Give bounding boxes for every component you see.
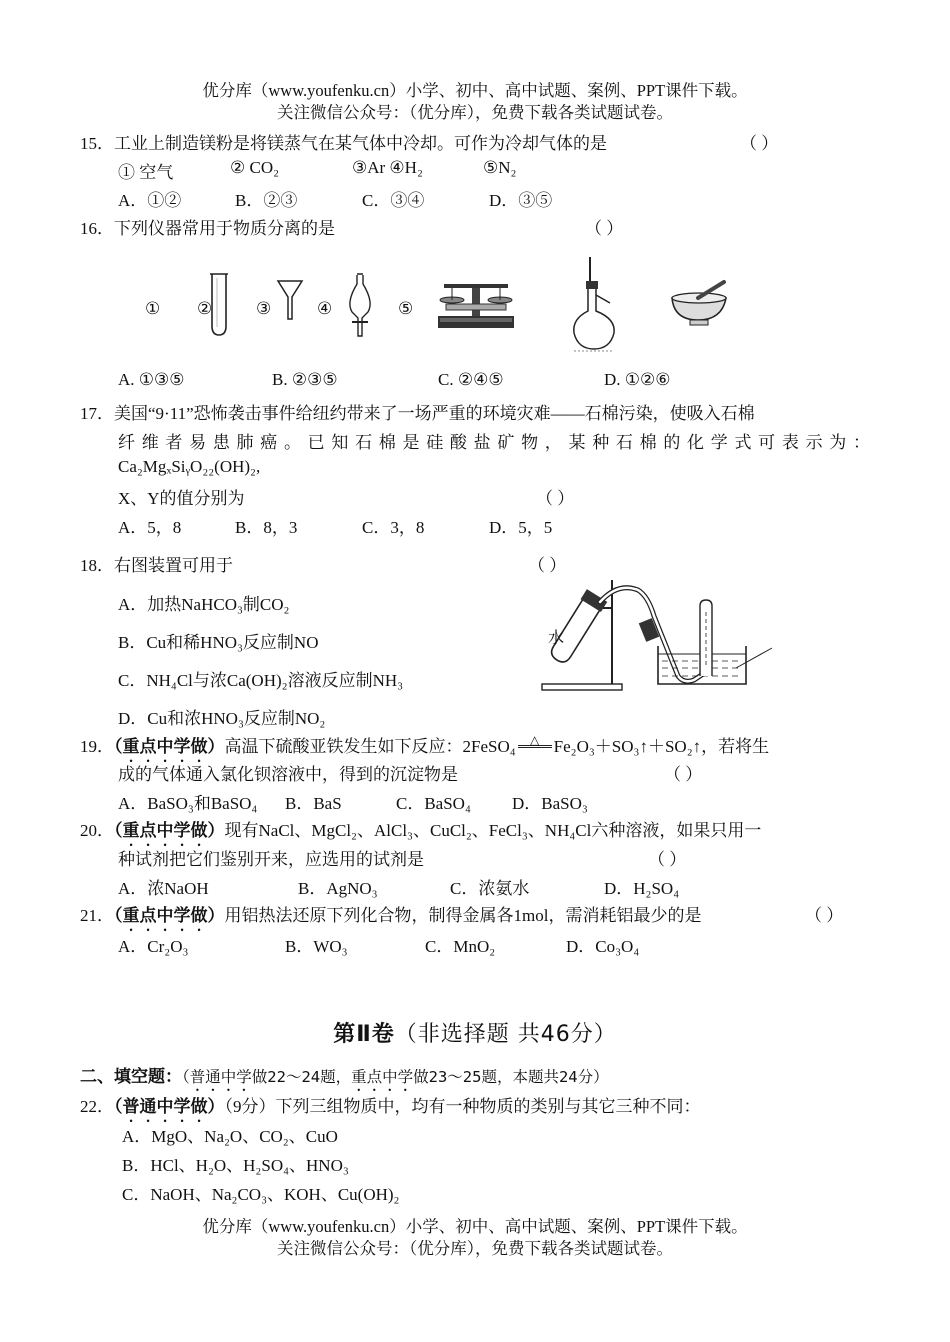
q22-line-1 <box>80 1092 701 1126</box>
separatory-funnel-icon <box>340 272 380 338</box>
fill-in-heading <box>80 1062 609 1095</box>
q21-option-a: A．Cr₂O₃ <box>118 937 189 956</box>
fill-in-heading-label: 二、填空题： <box>80 1067 182 1086</box>
q17-line-1: 17．美国“9·11”恐怖袭击事件给纽约带来了一场严重的环境灾难——石棉污染，使吸入石棉 <box>80 404 755 423</box>
q15-item-4: ⑤N₂ <box>483 158 517 177</box>
q21-paren: （ ） <box>805 906 844 925</box>
q15-option-a: A．①② <box>118 191 182 210</box>
q20-option-b: B．AgNO₃ <box>298 879 378 898</box>
q16-paren: （ ） <box>585 219 624 238</box>
gas-collection-apparatus <box>538 576 778 700</box>
q19-option-b: B．BaS <box>285 794 342 813</box>
q22-option-c: C．NaOH、Na₂CO₃、KOH、Cu(OH)₂ <box>122 1185 400 1204</box>
q18-stem: 18．右图装置可用于 <box>80 556 233 575</box>
q21-tag: （重点中学做） <box>114 906 225 925</box>
q22-option-b: B．HCl、H₂O、H₂SO₄、HNO₃ <box>122 1156 349 1175</box>
q22-num: 22． <box>80 1097 114 1116</box>
q19-text-2: Fe₂O₃＋SO₃↑＋SO₂↑，若将生 <box>553 737 770 756</box>
q17-option-a: A．5，8 <box>118 518 182 537</box>
q15-item-2: ② CO₂ <box>230 158 280 177</box>
q19-tag: （重点中学做） <box>114 737 225 756</box>
fill-note-range-2: 做23～25题，本题共24分） <box>413 1068 609 1086</box>
q17-option-d: D．5，5 <box>489 518 553 537</box>
fill-note-ordinary: 普通中学 <box>189 1068 252 1086</box>
q20-option-d: D．H₂SO₄ <box>604 879 680 898</box>
q20-tag: （重点中学做） <box>114 821 225 840</box>
q15-item-1: ① 空气 <box>118 163 174 182</box>
section-2-title <box>0 1017 950 1048</box>
fill-note-key: 重点中学 <box>351 1068 414 1086</box>
q17-line-2: 纤维者易患肺癌。已知石棉是硅酸盐矿物，某种石棉的化学式可表示为： <box>118 433 870 452</box>
distillation-flask-icon <box>566 255 626 353</box>
q18-figure-label: 水 <box>548 630 565 647</box>
mortar-pestle-icon <box>668 280 732 328</box>
q16-stem: 16．下列仪器常用于物质分离的是 <box>80 219 335 238</box>
q16-option-c: C. ②④⑤ <box>438 370 504 389</box>
q16-label-1: ① <box>145 299 161 318</box>
q18-option-d: D．Cu和浓HNO₃反应制NO₂ <box>118 709 326 728</box>
q22-tag: （普通中学做） <box>114 1097 225 1116</box>
test-tube-icon <box>206 272 236 338</box>
q19-paren: （ ） <box>664 765 703 784</box>
q16-label-5: ⑤ <box>398 299 414 318</box>
q21-option-b: B．WO₃ <box>285 937 348 956</box>
q20-num: 20． <box>80 821 114 840</box>
header-line-2: 关注微信公众号：（优分库），免费下载各类试题试卷。 <box>277 103 673 122</box>
q18-option-c: C．NH₄Cl与浓Ca(OH)₂溶液反应制NH₃ <box>118 671 404 690</box>
q16-label-4: ④ <box>317 299 333 318</box>
q16-option-a: A. ①③⑤ <box>118 370 185 389</box>
q15-option-b: B．②③ <box>235 191 298 210</box>
q15-item-3: ③Ar ④H₂ <box>352 158 423 177</box>
q18-option-a: A．加热NaHCO₃制CO₂ <box>118 595 290 614</box>
q19-option-c: C．BaSO₄ <box>396 794 471 813</box>
q17-option-c: C．3，8 <box>362 518 425 537</box>
q21-option-d: D．Co₃O₄ <box>566 937 640 956</box>
q21-text-1: 用铝热法还原下列化合物，制得金属各1mol，需消耗铝最少的是 <box>224 906 702 925</box>
q18-paren: （ ） <box>528 556 567 575</box>
q16-label-2: ② <box>197 299 213 318</box>
q19-line-2: 成的气体通入氯化钡溶液中，得到的沉淀物是 <box>118 765 458 784</box>
q17-line-4: X、Y的值分别为 <box>118 489 245 508</box>
footer-line-2: 关注微信公众号：（优分库），免费下载各类试题试卷。 <box>277 1239 673 1258</box>
q15-paren: （ ） <box>740 134 779 153</box>
section-2-subtitle: （非选择题 共46分） <box>394 1022 617 1047</box>
q16-label-3: ③ <box>256 299 272 318</box>
q20-line-2: 种试剂把它们鉴别开来，应选用的试剂是 <box>118 850 424 869</box>
q22-text-1: （9分）下列三组物质中，均有一种物质的类别与其它三种不同： <box>224 1097 701 1116</box>
q17-option-b: B．8，3 <box>235 518 298 537</box>
q21-option-c: C．MnO₂ <box>425 937 496 956</box>
fill-note-open: （ <box>182 1068 190 1086</box>
q22-option-a: A．MgO、Na₂O、CO₂、CuO <box>122 1127 338 1146</box>
q20-text-1: 现有NaCl、MgCl₂、AlCl₃、CuCl₂、FeCl₃、NH₄Cl六种溶液，如果只用一 <box>224 821 762 840</box>
section-2-title-main: 第Ⅱ卷 <box>333 1022 395 1047</box>
footer-line-1: 优分库（www.youfenku.cn）小学、初中、高中试题、案例、PPT课件下载。 <box>202 1217 748 1236</box>
q15-option-c: C．③④ <box>362 191 425 210</box>
q16-option-b: B. ②③⑤ <box>272 370 338 389</box>
q16-option-d: D. ①②⑥ <box>604 370 671 389</box>
q19-option-d: D．BaSO₃ <box>512 794 588 813</box>
q21-line-1 <box>80 901 701 935</box>
q17-formula: Ca₂MgₓSiᵧO₂₂(OH)₂, <box>118 457 261 476</box>
q20-paren: （ ） <box>648 850 687 869</box>
q15-option-d: D．③⑤ <box>489 191 553 210</box>
q20-option-a: A．浓NaOH <box>118 879 209 898</box>
q17-paren: （ ） <box>536 489 575 508</box>
header-line-1: 优分库（www.youfenku.cn）小学、初中、高中试题、案例、PPT课件下载。 <box>202 81 748 100</box>
q15-stem: 15．工业上制造镁粉是将镁蒸气在某气体中冷却。可作为冷却气体的是 <box>80 134 607 153</box>
q19-condition: △ <box>518 735 552 748</box>
q19-num: 19． <box>80 737 114 756</box>
q20-option-c: C．浓氨水 <box>450 879 530 898</box>
fill-note-range-1: 做22～24题， <box>251 1068 352 1086</box>
q21-num: 21． <box>80 906 114 925</box>
funnel-icon <box>276 279 306 323</box>
q19-option-a: A．BaSO₃和BaSO₄ <box>118 794 258 813</box>
balance-icon <box>436 278 516 330</box>
q18-option-b: B．Cu和稀HNO₃反应制NO <box>118 633 319 652</box>
q19-text-1: 高温下硫酸亚铁发生如下反应：2FeSO₄ <box>224 737 516 756</box>
